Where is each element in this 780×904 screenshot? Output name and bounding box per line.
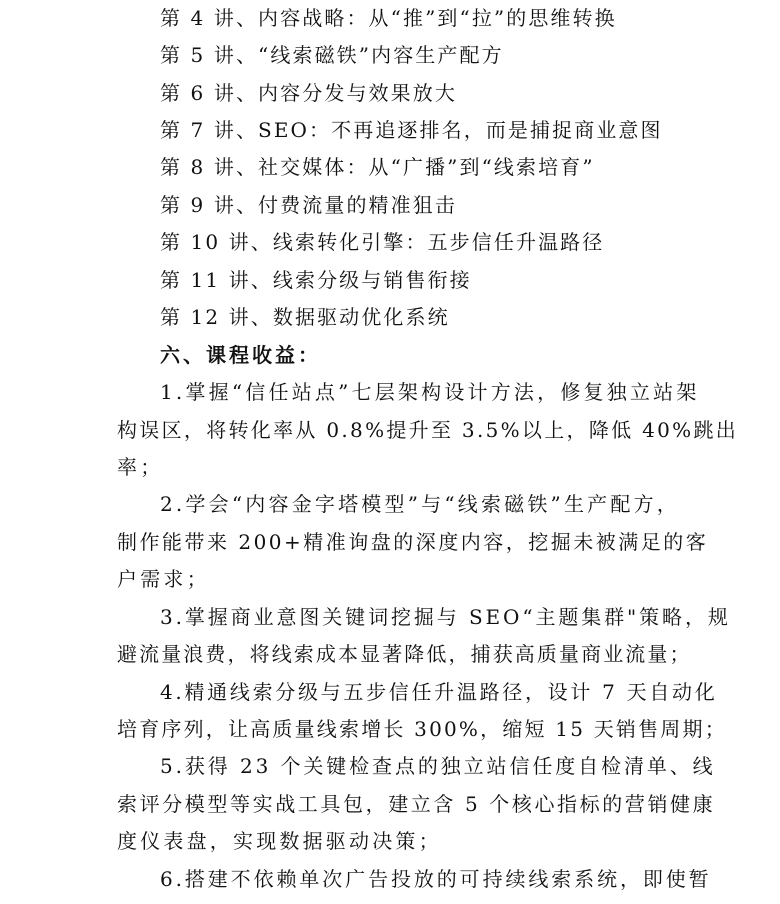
lecture-11-item: 第 11 讲、线索分级与销售衔接 [160,268,472,292]
benefit-6-line-1: 6.搭建不依赖单次广告投放的可持续线索系统，即使暂 [160,867,712,891]
benefit-2-line-2: 制作能带来 200+精准询盘的深度内容，挖掘未被满足的客 [117,530,709,554]
benefit-3-line-2: 避流量浪费，将线索成本显著降低，捕获高质量商业流量； [117,642,692,666]
benefit-5-line-2: 索评分模型等实战工具包，建立含 5 个核心指标的营销健康 [117,792,716,816]
lecture-7-item: 第 7 讲、SEO：不再追逐排名，而是捕捉商业意图 [160,118,663,142]
benefit-4-line-2: 培育序列，让高质量线索增长 300%，缩短 15 天销售周期； [117,717,727,741]
benefit-5-line-1: 5.获得 23 个关键检查点的独立站信任度自检清单、线 [160,754,716,778]
lecture-8-item: 第 8 讲、社交媒体：从“广播”到“线索培育” [160,155,595,179]
benefit-5-line-3: 度仪表盘，实现数据驱动决策； [117,829,442,853]
benefit-1-line-2: 构误区，将转化率从 0.8%提升至 3.5%以上，降低 40%跳出 [117,418,739,442]
lecture-10-item: 第 10 讲、线索转化引擎：五步信任升温路径 [160,230,605,254]
benefit-1-line-1: 1.掌握“信任站点”七层架构设计方法，修复独立站架 [160,380,700,404]
lecture-12-item: 第 12 讲、数据驱动优化系统 [160,305,450,329]
lecture-6-item: 第 6 讲、内容分发与效果放大 [160,81,457,105]
benefit-4-line-1: 4.精通线索分级与五步信任升温路径，设计 7 天自动化 [160,680,718,704]
benefit-1-line-3: 率； [117,455,164,479]
benefit-2-line-1: 2.学会“内容金字塔模型”与“线索磁铁”生产配方， [160,492,680,516]
lecture-9-item: 第 9 讲、付费流量的精准狙击 [160,193,457,217]
lecture-4-item: 第 4 讲、内容战略：从“推”到“拉”的思维转换 [160,6,617,30]
section-heading: 六、课程收益： [160,343,321,367]
lecture-5-item: 第 5 讲、“线索磁铁”内容生产配方 [160,43,504,67]
benefit-2-line-3: 户需求； [117,567,210,591]
benefit-3-line-1: 3.掌握商业意图关键词挖掘与 SEO“主题集群"策略，规 [160,605,731,629]
